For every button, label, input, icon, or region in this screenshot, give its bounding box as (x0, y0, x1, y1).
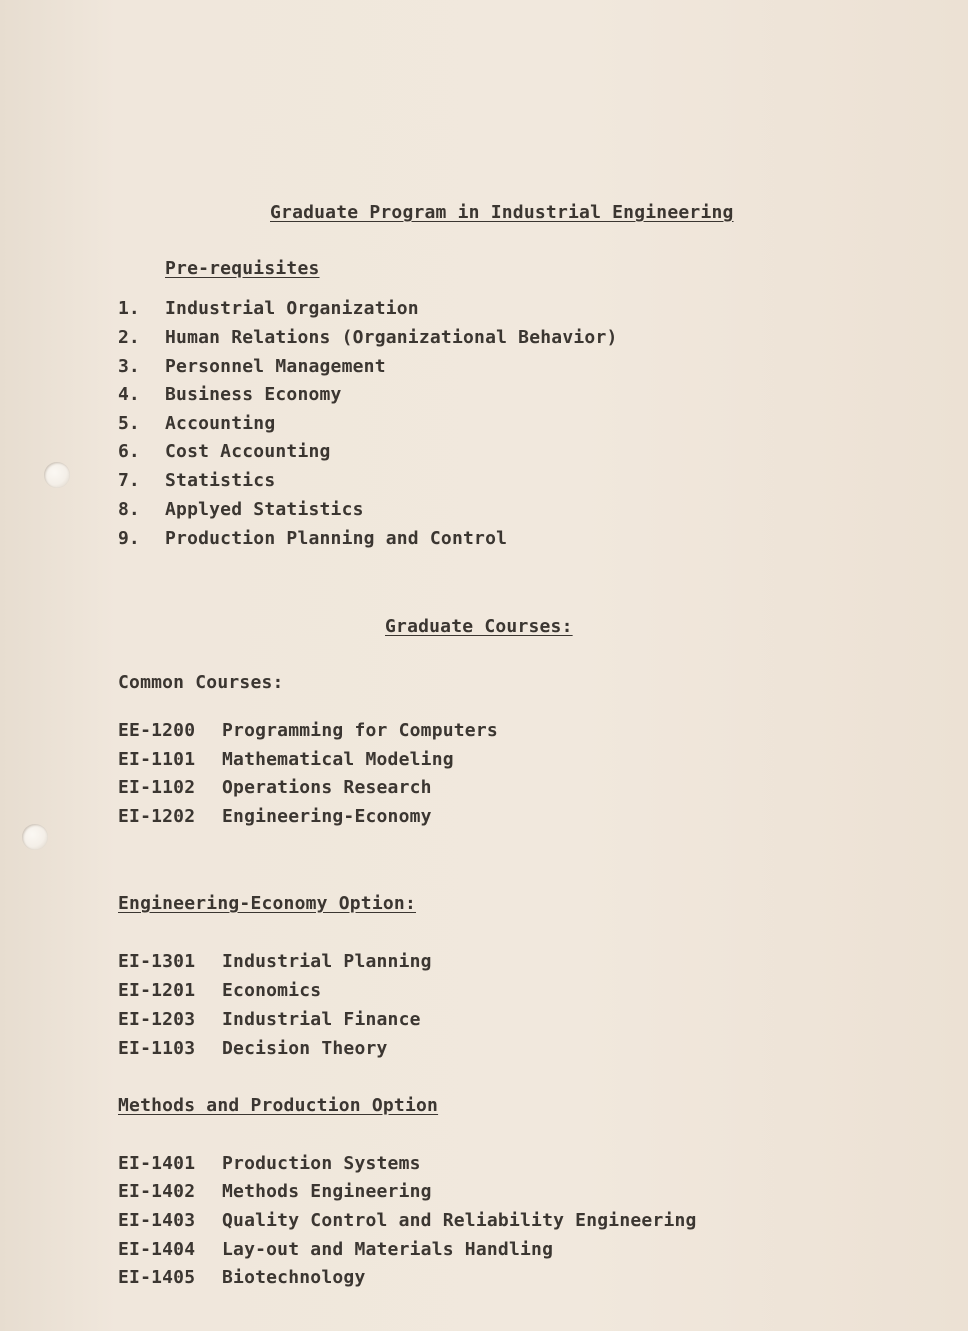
course-code: EI-1403 (118, 1210, 196, 1231)
course-name: Operations Research (222, 777, 432, 798)
common-courses-heading: Common Courses: (118, 672, 284, 693)
prereq-item: Statistics (165, 470, 276, 491)
engineering-economy-heading: Engineering-Economy Option: (118, 893, 416, 914)
course-code: EI-1401 (118, 1153, 196, 1174)
prereq-item: Cost Accounting (165, 441, 331, 462)
prereq-item: Accounting (165, 413, 276, 434)
course-name: Biotechnology (222, 1267, 366, 1288)
course-code: EI-1404 (118, 1239, 196, 1260)
graduate-courses-heading: Graduate Courses: (385, 616, 573, 637)
punch-hole-bottom (22, 824, 48, 850)
course-name: Programming for Computers (222, 720, 498, 741)
punch-hole-top (44, 462, 70, 488)
prereq-item: Human Relations (Organizational Behavior) (165, 327, 618, 348)
methods-production-heading: Methods and Production Option (118, 1095, 439, 1116)
course-code: EI-1405 (118, 1267, 196, 1288)
prereq-number: 9. (118, 528, 140, 549)
course-name: Engineering-Economy (222, 806, 432, 827)
prereq-number: 8. (118, 499, 140, 520)
course-name: Mathematical Modeling (222, 749, 454, 770)
prereq-number: 1. (118, 298, 140, 319)
course-code: EI-1101 (118, 749, 196, 770)
course-name: Economics (222, 980, 322, 1001)
prereq-item: Business Economy (165, 384, 342, 405)
prereq-number: 4. (118, 384, 140, 405)
course-name: Decision Theory (222, 1038, 388, 1059)
course-name: Methods Engineering (222, 1181, 432, 1202)
prerequisites-heading: Pre-requisites (165, 258, 320, 279)
course-code: EE-1200 (118, 720, 196, 741)
course-name: Production Systems (222, 1153, 421, 1174)
course-code: EI-1301 (118, 951, 196, 972)
course-code: EI-1201 (118, 980, 196, 1001)
page-title: Graduate Program in Industrial Engineering (270, 202, 734, 223)
course-code: EI-1402 (118, 1181, 196, 1202)
course-code: EI-1102 (118, 777, 196, 798)
prereq-number: 5. (118, 413, 140, 434)
prereq-item: Production Planning and Control (165, 528, 508, 549)
course-name: Industrial Planning (222, 951, 432, 972)
prereq-number: 3. (118, 356, 140, 377)
prereq-number: 6. (118, 441, 140, 462)
prereq-item: Personnel Management (165, 356, 386, 377)
course-code: EI-1202 (118, 806, 196, 827)
course-code: EI-1203 (118, 1009, 196, 1030)
prereq-number: 2. (118, 327, 140, 348)
course-code: EI-1103 (118, 1038, 196, 1059)
prereq-number: 7. (118, 470, 140, 491)
course-name: Quality Control and Reliability Engineering (222, 1210, 697, 1231)
prereq-item: Industrial Organization (165, 298, 419, 319)
prereq-item: Applyed Statistics (165, 499, 364, 520)
course-name: Lay-out and Materials Handling (222, 1239, 554, 1260)
course-name: Industrial Finance (222, 1009, 421, 1030)
